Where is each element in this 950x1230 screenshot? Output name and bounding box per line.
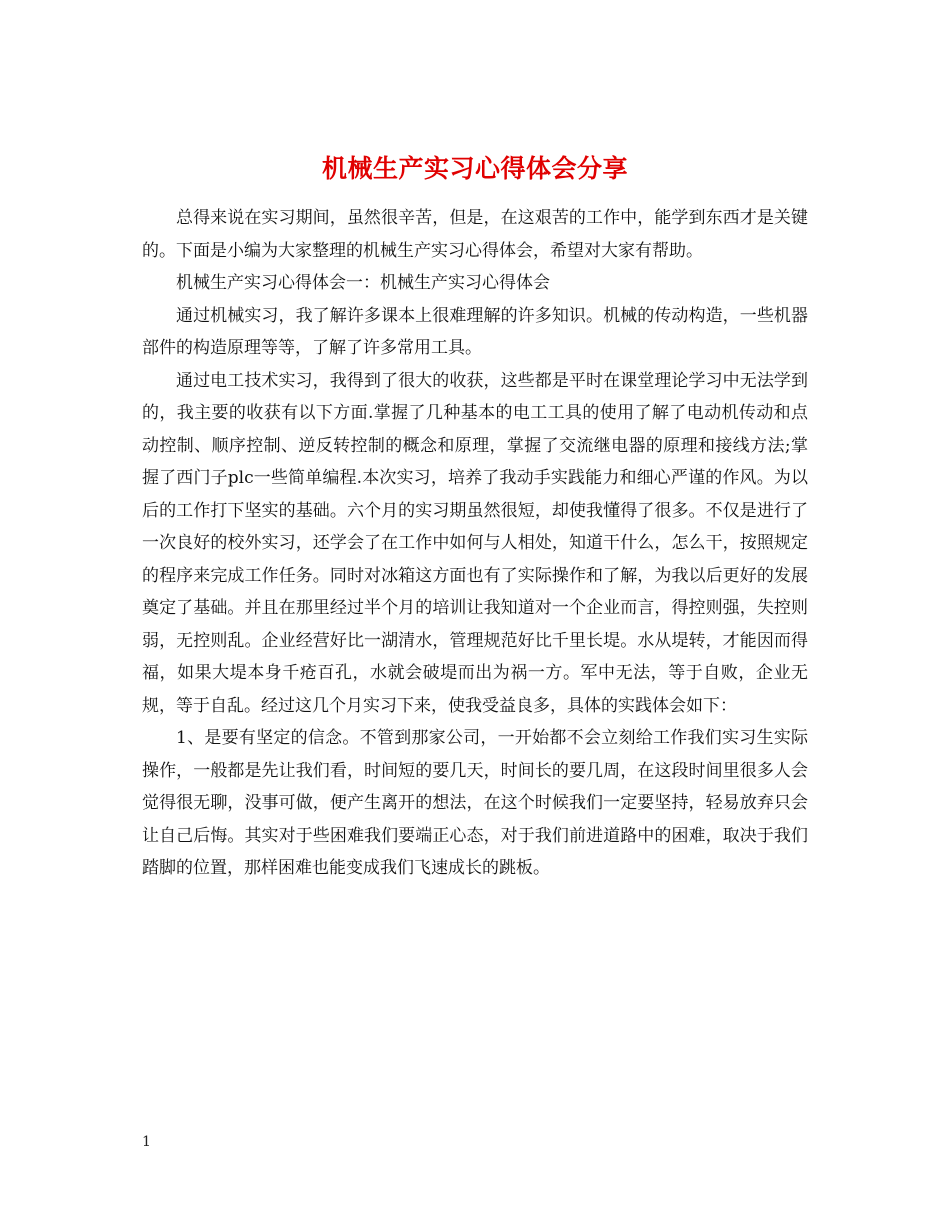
page-title: 机械生产实习心得体会分享: [321, 153, 628, 183]
document-body: [142, 202, 808, 885]
body-paragraph: 1、是要有坚定的信念。不管到那家公司，一开始都不会立刻给工作我们实习生实际操作，一般都是先让我们看，时间短的要几天，时间长的要几周，在这段时间里很多人会觉得很无聊，没事可做，便产生离开的想法，在这个时候我们一定要坚持，轻易放弃只会让自己后悔。其实对于些困难我们要端正心态，对于我们前进道路中的困难，取决于我们踏脚的位置，那样困难也能变成我们飞速成长的跳板。: [142, 728, 808, 878]
page-number: 1: [142, 1134, 151, 1150]
section-heading-paragraph: 机械生产实习心得体会一：机械生产实习心得体会: [176, 273, 550, 293]
body-paragraph: 通过电工技术实习，我得到了很大的收获，这些都是平时在课堂理论学习中无法学到的，我主要的收获有以下方面.掌握了几种基本的电工工具的使用了解了电动机传动和点动控制、顺序控制、逆反转控制的概念和原理，掌握了交流继电器的原理和接线方法;掌握了西门子plc一些简单编程.本次实习，培养了我动手实践能力和细心严谨的作风。为以后的工作打下坚实的基础。六个月的实习期虽然很短，却使我懂得了很多。不仅是进行了一次良好的校外实习，还学会了在工作中如何与人相处，知道干什么，怎么干，按照规定的程序来完成工作任务。同时对冰箱这方面也有了实际操作和了解，为我以后更好的发展奠定了基础。并且在那里经过半个月的培训让我知道对一个企业而言，得控则强，失控则弱，无控则乱。企业经营好比一湖清水，管理规范好比千里长堤。水从堤转，才能因而得福，如果大堤本身千疮百孔，水就会破堤而出为祸一方。军中无法，等于自败，企业无规，等于自乱。经过这几个月实习下来，使我受益良多，具体的实践体会如下：: [142, 370, 808, 716]
intro-paragraph: 总得来说在实习期间，虽然很辛苦，但是，在这艰苦的工作中，能学到东西才是关键的。下面是小编为大家整理的机械生产实习心得体会，希望对大家有帮助。: [142, 208, 808, 261]
body-paragraph: 通过机械实习，我了解许多课本上很难理解的许多知识。机械的传动构造，一些机器部件的构造原理等等，了解了许多常用工具。: [142, 305, 808, 358]
